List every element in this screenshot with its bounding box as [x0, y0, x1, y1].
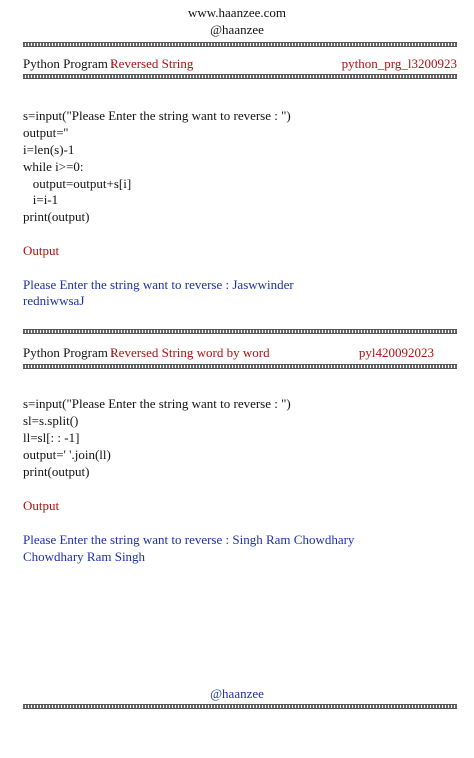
divider	[23, 704, 457, 709]
output-line: Please Enter the string want to reverse : Singh Ram Chowdhary	[23, 532, 355, 547]
code-line: while i>=0:	[23, 159, 84, 174]
website-url: www.haanzee.com	[187, 5, 287, 20]
code-line: sl=s.split()	[23, 413, 79, 428]
code-line: ll=sl[: : -1]	[23, 430, 80, 445]
output-line: Chowdhary Ram Singh	[23, 549, 146, 564]
section-2-title: Reversed String word by word	[110, 345, 270, 360]
section-1-title: Reversed String	[110, 56, 194, 71]
output-line: redniwwsaJ	[23, 293, 85, 308]
code-line: print(output)	[23, 209, 90, 224]
code-line: s=input("Please Enter the string want to reverse : ")	[23, 396, 291, 411]
divider	[23, 329, 457, 334]
code-line: i=len(s)-1	[23, 142, 75, 157]
code-line: print(output)	[23, 464, 90, 479]
handle-header: @haanzee	[210, 22, 264, 37]
output-heading: Output	[23, 243, 60, 258]
code-line: output=output+s[i]	[23, 176, 132, 191]
divider	[23, 74, 457, 79]
code-line: output=' '.join(ll)	[23, 447, 111, 462]
section-1-label: Python Program :	[23, 56, 115, 71]
code-line: s=input("Please Enter the string want to reverse : ")	[23, 108, 291, 123]
output-line: Please Enter the string want to reverse : Jaswwinder	[23, 277, 294, 292]
divider	[23, 42, 457, 47]
handle-footer: @haanzee	[210, 686, 264, 701]
code-line: output=''	[23, 125, 69, 140]
code-line: i=i-1	[23, 192, 59, 207]
section-2-code-id: pyl420092023	[358, 345, 434, 360]
output-heading: Output	[23, 498, 60, 513]
section-2-label: Python Program :	[23, 345, 115, 360]
section-1-code-id: python_prg_l3200923	[341, 56, 457, 71]
divider	[23, 364, 457, 369]
